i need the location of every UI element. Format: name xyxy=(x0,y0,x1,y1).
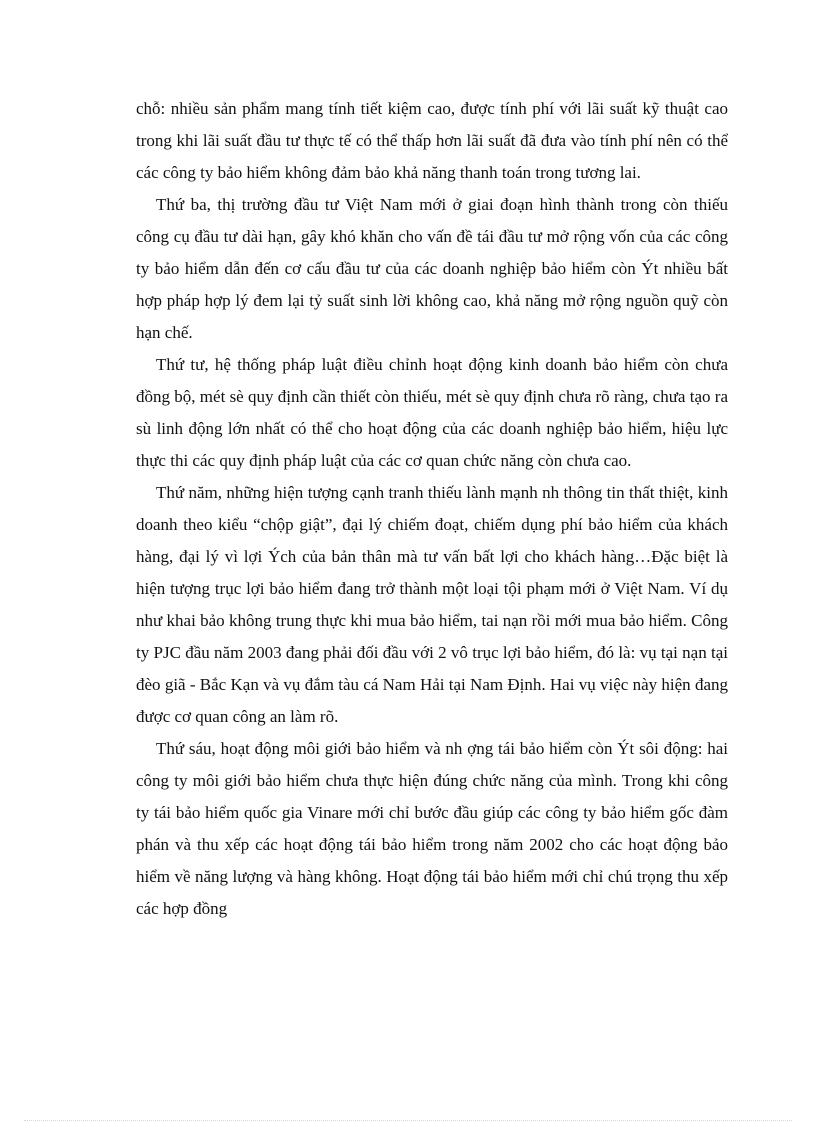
paragraph-thu-tu: Thứ tư, hệ thống pháp luật điều chỉnh hoạt động kinh doanh bảo hiểm còn chưa đồng bộ, mét sè quy định cần thiết còn thiếu, mét sè quy định chưa rõ ràng, chưa tạo ra sù linh động lớn nhất có thể cho hoạt động của các doanh nghiệp bảo hiểm, hiệu lực thực thi các quy định pháp luật của các cơ quan chức năng còn chưa cao. xyxy=(136,355,728,470)
document-body xyxy=(136,93,728,925)
paragraph-continuation: chỗ: nhiều sản phẩm mang tính tiết kiệm cao, được tính phí với lãi suất kỹ thuật cao trong khi lãi suất đầu tư thực tế có thể thấp hơn lãi suất đã đưa vào tính phí nên có thể các công ty bảo hiểm không đảm bảo khả năng thanh toán trong tương lai. xyxy=(136,99,728,182)
page-bottom-rule xyxy=(24,1120,792,1121)
paragraph-thu-nam: Thứ năm, những hiện tượng cạnh tranh thiếu lành mạnh nh thông tin thất thiệt, kinh doanh theo kiểu “chộp giật”, đại lý chiếm đoạt, chiếm dụng phí bảo hiểm của khách hàng, đại lý vì lợi Ých của bản thân mà tư vấn bất lợi cho khách hàng…Đặc biệt là hiện tượng trục lợi bảo hiểm đang trở thành một loại tội phạm mới ở Việt Nam. Ví dụ như khai bảo không trung thực khi mua bảo hiểm, tai nạn rồi mới mua bảo hiểm. Công ty PJC đầu năm 2003 đang phải đối đầu với 2 vô trục lợi bảo hiểm, đó là: vụ tại nạn tại đèo giã - Bắc Kạn và vụ đắm tàu cá Nam Hải tại Nam Định. Hai vụ việc này hiện đang được cơ quan công an làm rõ. xyxy=(136,483,728,726)
paragraph-thu-ba: Thứ ba, thị trường đầu tư Việt Nam mới ở giai đoạn hình thành trong còn thiếu công cụ đầu tư dài hạn, gây khó khăn cho vấn đề tái đầu tư mở rộng vốn của các công ty bảo hiểm dẫn đến cơ cấu đầu tư của các doanh nghiệp bảo hiểm còn Ýt nhiều bất hợp pháp hợp lý đem lại tỷ suất sinh lời không cao, khả năng mở rộng nguồn quỹ còn hạn chế. xyxy=(136,195,728,342)
paragraph-thu-sau: Thứ sáu, hoạt động môi giới bảo hiểm và nh ợng tái bảo hiểm còn Ýt sôi động: hai công ty môi giới bảo hiểm chưa thực hiện đúng chức năng của mình. Trong khi công ty tái bảo hiểm quốc gia Vinare mới chỉ bước đầu giúp các công ty bảo hiểm gốc đàm phán và thu xếp các hoạt động tái bảo hiểm trong năm 2002 cho các hoạt động bảo hiểm về năng lượng và hàng không. Hoạt động tái bảo hiểm mới chỉ chú trọng thu xếp các hợp đồng xyxy=(136,739,728,918)
